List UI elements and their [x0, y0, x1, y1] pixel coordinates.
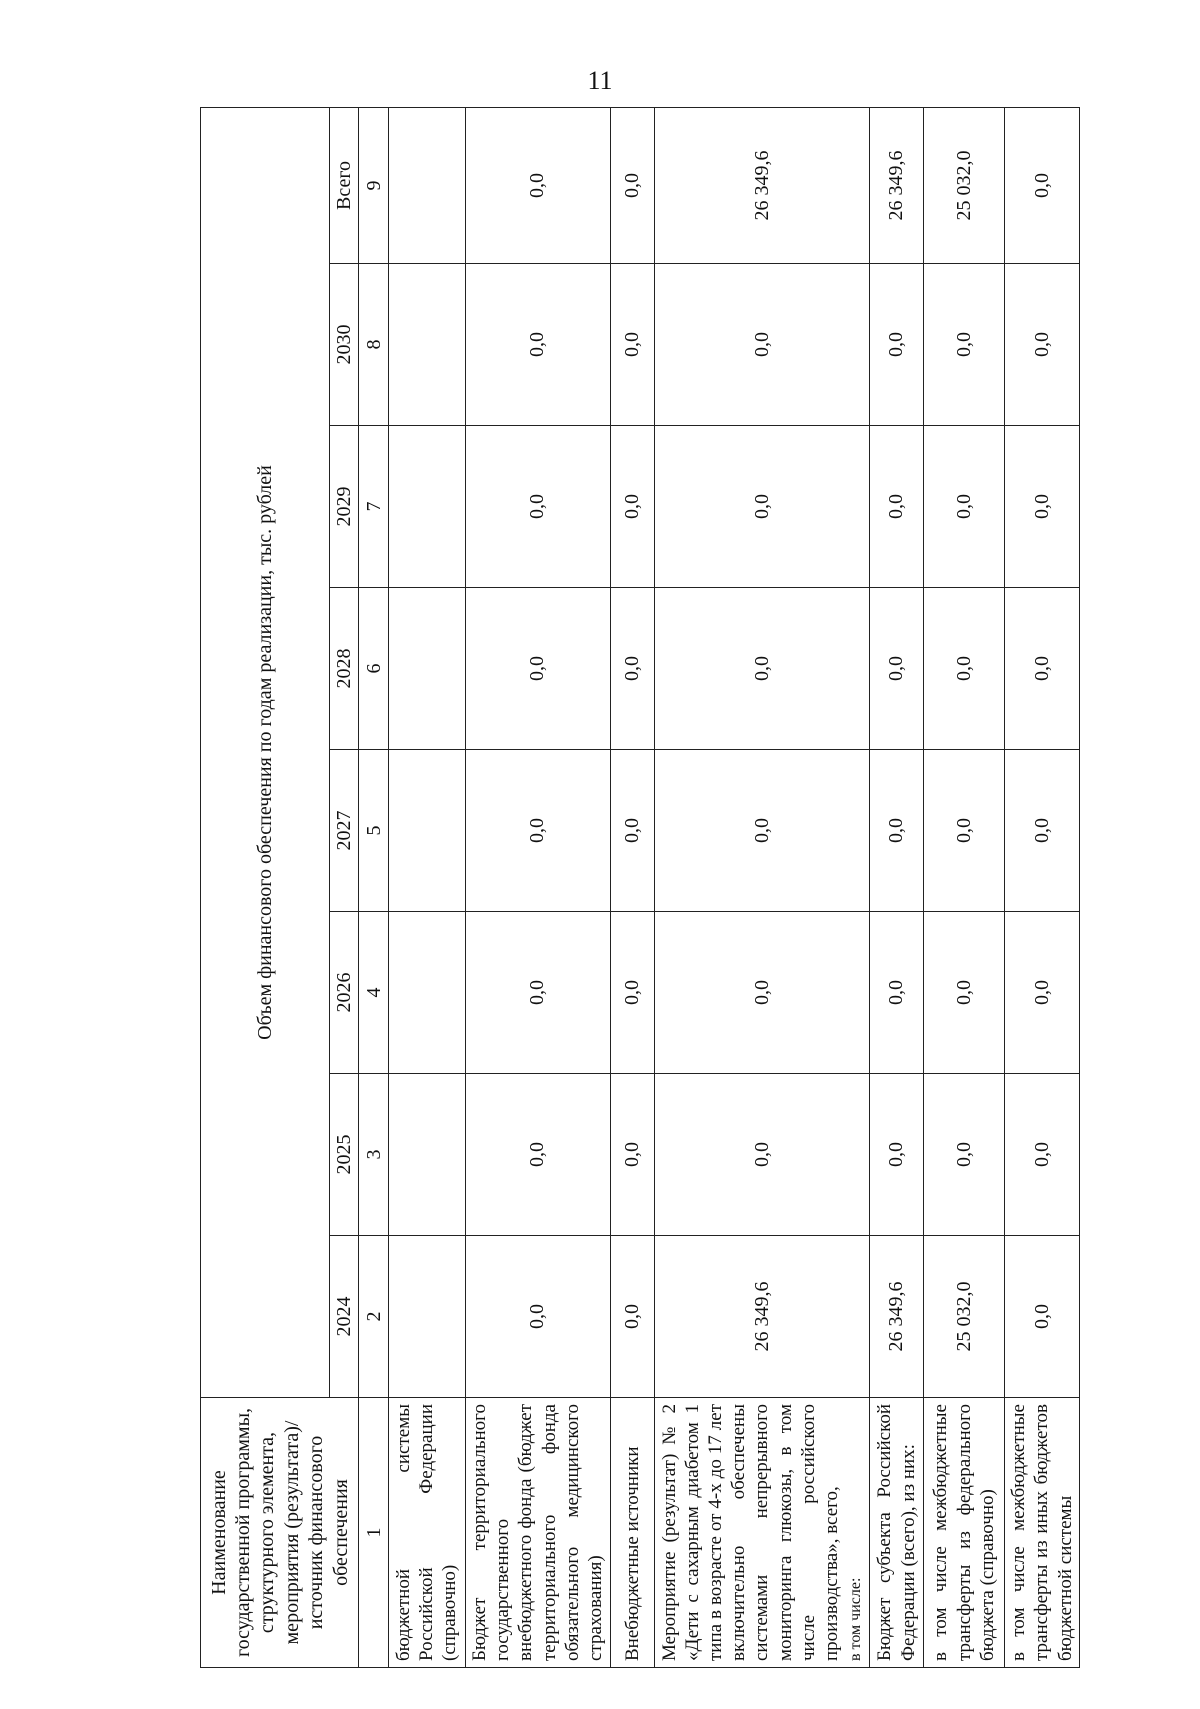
value-cell: 0,0 — [465, 426, 610, 588]
value-cell: 0,0 — [924, 750, 1005, 912]
value-cell: 0,0 — [654, 1074, 869, 1236]
value-cell: 0,0 — [869, 750, 923, 912]
column-number: 2 — [359, 1236, 389, 1398]
header-year: 2024 — [329, 1236, 359, 1398]
value-cell: 0,0 — [869, 588, 923, 750]
row-label: Бюджет субъекта Российской Федерации (всего), из них: — [869, 1398, 923, 1668]
value-cell: 0,0 — [924, 912, 1005, 1074]
value-cell: 0,0 — [610, 107, 654, 263]
header-volume: Объем финансового обеспечения по годам реализации, тыс. рублей — [201, 107, 330, 1397]
table-row — [389, 107, 466, 1667]
value-cell: 0,0 — [465, 588, 610, 750]
value-cell: 0,0 — [465, 1074, 610, 1236]
header-year: 2029 — [329, 426, 359, 588]
value-cell — [389, 107, 466, 263]
value-cell: 0,0 — [924, 588, 1005, 750]
table-row — [654, 107, 869, 1667]
row-label — [654, 1398, 869, 1668]
row-label: бюджетной системы Российской Федерации (справочно) — [389, 1398, 466, 1668]
value-cell — [389, 1074, 466, 1236]
value-cell: 26 349,6 — [869, 1236, 923, 1398]
value-cell: 0,0 — [610, 588, 654, 750]
value-cell: 0,0 — [610, 1074, 654, 1236]
table-row — [869, 107, 923, 1667]
value-cell: 0,0 — [1004, 588, 1079, 750]
header-year: 2030 — [329, 264, 359, 426]
value-cell: 0,0 — [1004, 1074, 1079, 1236]
header-year: 2028 — [329, 588, 359, 750]
value-cell — [389, 264, 466, 426]
value-cell: 0,0 — [869, 912, 923, 1074]
value-cell: 0,0 — [654, 912, 869, 1074]
column-number: 4 — [359, 912, 389, 1074]
row-label: Внебюджетные источники — [610, 1398, 654, 1668]
value-cell: 0,0 — [465, 264, 610, 426]
header-year: 2026 — [329, 912, 359, 1074]
table-row — [1004, 107, 1079, 1667]
column-number: 3 — [359, 1074, 389, 1236]
row-label-main: Мероприятие (результат) № 2 «Дети с сахарным диабетом 1 типа в возрасте от 4-х до 17 лет включительно обеспечены системами непрерывного мониторинга глюкозы, в том числе российского производства», всего, — [658, 1404, 842, 1661]
financing-table — [200, 107, 1080, 1668]
value-cell: 0,0 — [924, 1074, 1005, 1236]
value-cell: 0,0 — [465, 912, 610, 1074]
column-number: 7 — [359, 426, 389, 588]
column-number: 8 — [359, 264, 389, 426]
value-cell — [389, 588, 466, 750]
header-year: 2027 — [329, 750, 359, 912]
value-cell: 0,0 — [654, 426, 869, 588]
value-cell — [389, 426, 466, 588]
column-number: 5 — [359, 750, 389, 912]
value-cell: 0,0 — [610, 264, 654, 426]
table-row — [924, 107, 1005, 1667]
value-cell — [389, 1236, 466, 1398]
value-cell: 0,0 — [465, 107, 610, 263]
value-cell: 0,0 — [654, 264, 869, 426]
column-number: 1 — [359, 1398, 389, 1668]
value-cell: 0,0 — [1004, 264, 1079, 426]
table-row — [610, 107, 654, 1667]
value-cell: 0,0 — [869, 426, 923, 588]
value-cell: 25 032,0 — [924, 1236, 1005, 1398]
value-cell: 0,0 — [610, 912, 654, 1074]
row-label: Бюджет территориального государственного внебюджетного фонда (бюджет территориального фонда обязательного медицинского страхования) — [465, 1398, 610, 1668]
value-cell: 0,0 — [869, 264, 923, 426]
table-row — [465, 107, 610, 1667]
value-cell: 0,0 — [654, 588, 869, 750]
value-cell: 0,0 — [654, 750, 869, 912]
value-cell: 0,0 — [1004, 426, 1079, 588]
value-cell: 0,0 — [610, 750, 654, 912]
value-cell — [389, 750, 466, 912]
page-number: 11 — [587, 66, 613, 95]
row-label: в том числе межбюджетные трансферты из федерального бюджета (справочно) — [924, 1398, 1005, 1668]
row-label: в том числе межбюджетные трансферты из иных бюджетов бюджетной системы — [1004, 1398, 1079, 1668]
header-name-column: Наименование государственной программы, структурного элемента, мероприятия (результата)/источник финансового обеспечения — [201, 1398, 359, 1668]
value-cell: 0,0 — [924, 426, 1005, 588]
value-cell: 0,0 — [1004, 1236, 1079, 1398]
value-cell: 25 032,0 — [924, 107, 1005, 263]
value-cell: 26 349,6 — [654, 1236, 869, 1398]
value-cell: 0,0 — [465, 750, 610, 912]
header-total: Всего — [329, 107, 359, 263]
value-cell: 0,0 — [1004, 750, 1079, 912]
header-year: 2025 — [329, 1074, 359, 1236]
value-cell: 0,0 — [610, 426, 654, 588]
value-cell: 0,0 — [465, 1236, 610, 1398]
value-cell: 0,0 — [1004, 912, 1079, 1074]
value-cell: 26 349,6 — [654, 107, 869, 263]
column-number: 9 — [359, 107, 389, 263]
value-cell: 0,0 — [610, 1236, 654, 1398]
value-cell — [389, 912, 466, 1074]
rotated-table-wrapper — [200, 108, 1080, 1668]
value-cell: 0,0 — [869, 1074, 923, 1236]
value-cell: 0,0 — [924, 264, 1005, 426]
value-cell: 0,0 — [1004, 107, 1079, 263]
value-cell: 26 349,6 — [869, 107, 923, 263]
column-number: 6 — [359, 588, 389, 750]
row-label-extra: в том числе: — [847, 1577, 865, 1661]
